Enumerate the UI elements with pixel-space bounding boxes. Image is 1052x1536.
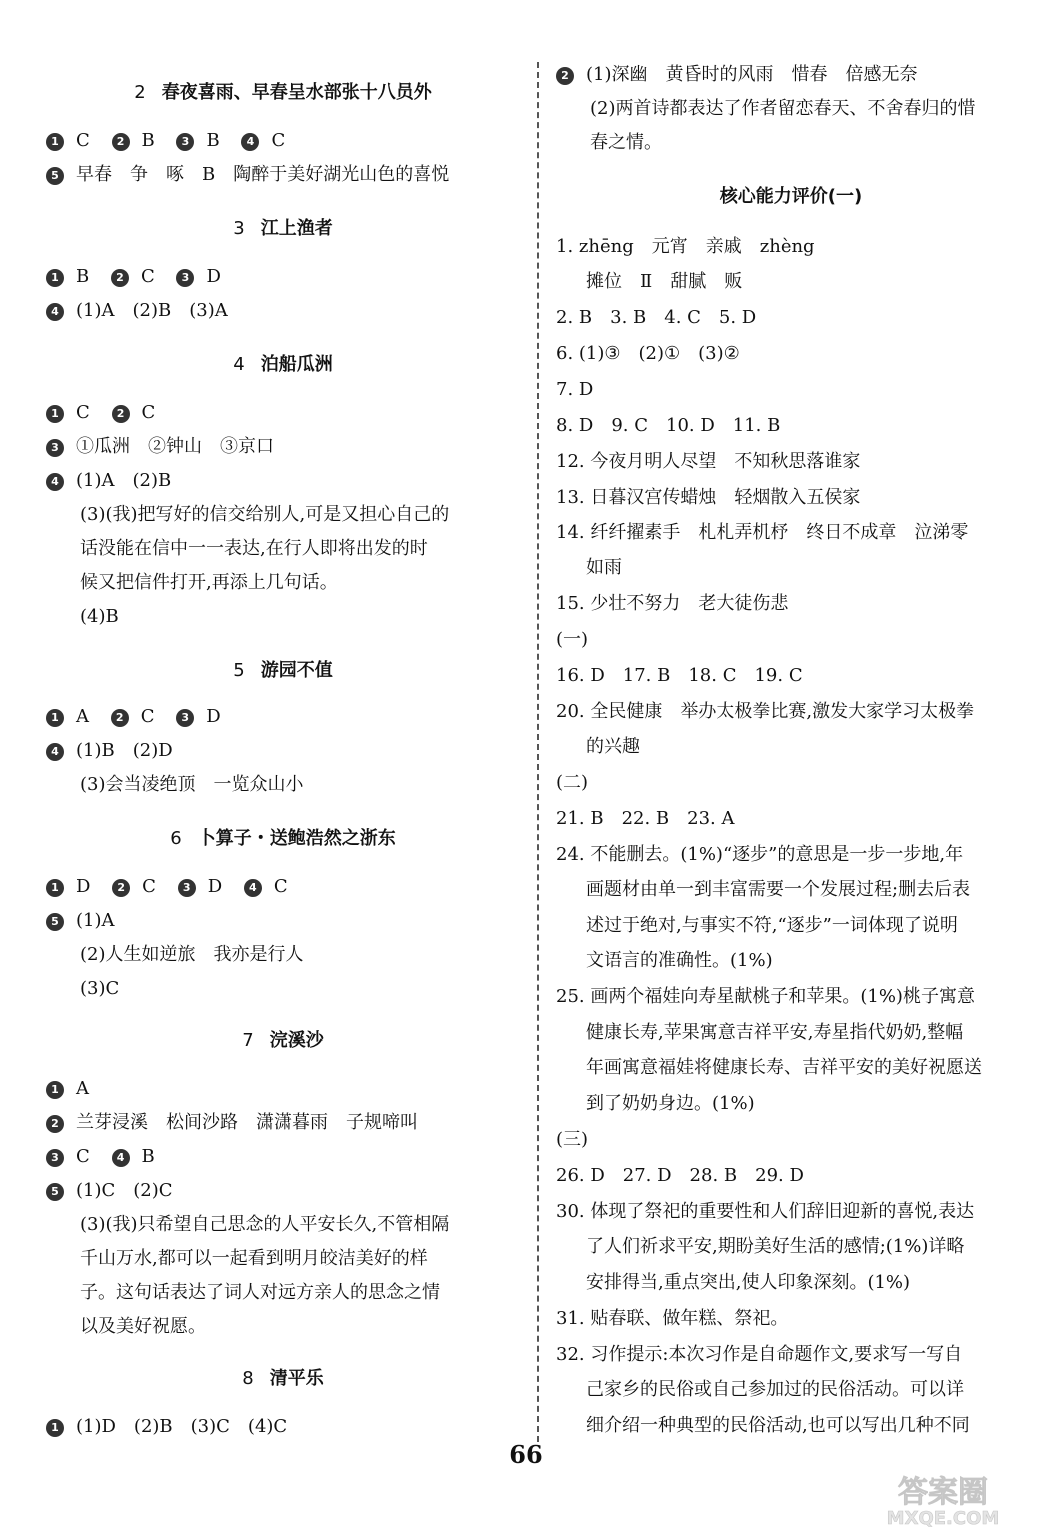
answer-text: 8. D 9. C 10. D 11. B	[556, 415, 781, 436]
answer-text: 候又把信件打开,再添上几句话。	[80, 572, 338, 593]
answer-text: 了人们祈求平安,期盼美好生活的感情;(1%)详略	[586, 1236, 965, 1257]
answer-line: 3 ①瓜洲 ②钟山 ③京口	[46, 434, 274, 460]
answer-text: 6. (1)③ (2)① (3)②	[556, 343, 740, 364]
answer-line: 5 早春 争 啄 B 陶醉于美好湖光山色的喜悦	[46, 162, 449, 188]
answer-text: 7. D	[556, 379, 594, 400]
watermark-logo	[858, 1470, 1028, 1528]
answer-text: 12. 今夜月明人尽望 不知秋思落谁家	[556, 451, 861, 472]
answer-text: 安排得当,重点突出,使人印象深刻。(1%)	[586, 1272, 911, 1293]
answer-text: 如雨	[586, 557, 622, 578]
answer-text: 年画寓意福娃将健康长寿、吉祥平安的美好祝愿送	[586, 1057, 982, 1078]
question-number-badge: 4	[46, 743, 64, 761]
answer-line: 1 A	[46, 1076, 89, 1102]
answer-line: 4 (1)A (2)B (3)A	[46, 298, 228, 324]
answer-text: 2. B 3. B 4. C 5. D	[556, 307, 757, 328]
answer-line: 4 (1)A (2)B	[46, 468, 171, 494]
question-number-badge: 2	[112, 405, 130, 423]
answer-line: 1 A 2 C 3 D	[46, 704, 221, 730]
question-number-badge: 4	[46, 303, 64, 321]
subsection-label: (二)	[556, 772, 589, 793]
answer-text: 14. 纤纤擢素手 札札弄机杼 终日不成章 泣涕零	[556, 522, 969, 543]
answer-text: 31. 贴春联、做年糕、祭祀。	[556, 1308, 789, 1329]
question-number-badge: 1	[46, 405, 64, 423]
svg-text:MXQE.COM: MXQE.COM	[886, 1508, 1000, 1528]
question-number-badge: 3	[176, 133, 194, 151]
answer-line: 1 C 2 B 3 B 4 C	[46, 128, 285, 154]
answer-text: (4)B	[80, 606, 119, 627]
question-number-badge: 1	[46, 1419, 64, 1437]
question-number-badge: 5	[46, 167, 64, 185]
evaluation-heading: 核心能力评价(一)	[719, 186, 863, 207]
question-number-badge: 2	[112, 133, 130, 151]
question-number-badge: 3	[46, 1149, 64, 1167]
answer-text: 15. 少壮不努力 老大徒伤悲	[556, 593, 789, 614]
answer-text: 子。这句话表达了词人对远方亲人的思念之情	[80, 1282, 440, 1303]
column-divider	[537, 62, 539, 1442]
answer-text: 文语言的准确性。(1%)	[586, 950, 773, 971]
answer-line: 2 兰芽浸溪 松间沙路 潇潇暮雨 子规啼叫	[46, 1110, 418, 1136]
section-heading-6: 6 卜算子・送鲍浩然之浙东	[170, 828, 396, 849]
answer-text: 16. D 17. B 18. C 19. C	[556, 665, 803, 686]
answer-text: (3)C	[80, 978, 120, 999]
question-number-badge: 1	[46, 879, 64, 897]
question-number-badge: 3	[176, 269, 194, 287]
answer-text: (2)两首诗都表达了作者留恋春天、不舍春归的惜	[590, 98, 976, 119]
section-heading-4: 4 泊船瓜洲	[233, 354, 333, 375]
answer-text: 21. B 22. B 23. A	[556, 808, 735, 829]
answer-line: 1 D 2 C 3 D 4 C	[46, 874, 288, 900]
question-number-badge: 4	[241, 133, 259, 151]
question-number-badge: 2	[112, 879, 130, 897]
page-number: 66	[509, 1440, 543, 1469]
question-number-badge: 4	[46, 473, 64, 491]
section-heading-5: 5 游园不值	[233, 660, 333, 681]
answer-text: 1. zhēng 元宵 亲戚 zhèng	[556, 236, 815, 257]
answer-line: 1 (1)D (2)B (3)C (4)C	[46, 1414, 287, 1440]
answer-text: 24. 不能删去。(1%)“逐步”的意思是一步一步地,年	[556, 844, 964, 865]
question-number-badge: 2	[46, 1115, 64, 1133]
question-number-badge: 1	[46, 133, 64, 151]
answer-line: 3 C 4 B	[46, 1144, 155, 1170]
answer-text: (3)(我)把写好的信交给别人,可是又担心自己的	[80, 504, 450, 525]
answer-text: 画题材由单一到丰富需要一个发展过程;删去后表	[586, 879, 971, 900]
question-number-badge: 5	[46, 913, 64, 931]
subsection-label: (一)	[556, 629, 589, 650]
question-number-badge: 3	[178, 879, 196, 897]
answer-text: 的兴趣	[586, 736, 640, 757]
section-heading-7: 7 浣溪沙	[242, 1030, 324, 1051]
answer-text: 健康长寿,苹果寓意吉祥平安,寿星指代奶奶,整幅	[586, 1022, 964, 1043]
question-number-badge: 3	[46, 439, 64, 457]
question-number-badge: 2	[111, 709, 129, 727]
svg-text:答案圈: 答案圈	[898, 1475, 988, 1510]
answer-text: 25. 画两个福娃向寿星献桃子和苹果。(1%)桃子寓意	[556, 986, 975, 1007]
question-number-badge: 1	[46, 709, 64, 727]
answer-line: 1 B 2 C 3 D	[46, 264, 221, 290]
question-number-badge: 1	[46, 1081, 64, 1099]
question-number-badge: 1	[46, 269, 64, 287]
question-number-badge: 5	[46, 1183, 64, 1201]
answer-text: 述过于绝对,与事实不符,“逐步”一词体现了说明	[586, 915, 958, 936]
answer-text: 32. 习作提示:本次习作是自命题作文,要求写一写自	[556, 1344, 963, 1365]
answer-text: (2)人生如逆旅 我亦是行人	[80, 944, 304, 965]
question-number-badge: 2	[111, 269, 129, 287]
answer-line: 5 (1)C (2)C	[46, 1178, 173, 1204]
answer-text: 13. 日暮汉宫传蜡烛 轻烟散入五侯家	[556, 487, 861, 508]
answer-text: 26. D 27. D 28. B 29. D	[556, 1165, 804, 1186]
answer-text: 到了奶奶身边。(1%)	[586, 1093, 755, 1114]
answer-text: 千山万水,都可以一起看到明月皎洁美好的样	[80, 1248, 428, 1269]
answer-text: 20. 全民健康 举办太极拳比赛,激发大家学习太极拳	[556, 701, 975, 722]
section-heading-2: 2 春夜喜雨、早春呈水部张十八员外	[134, 82, 432, 103]
answer-line: 2 (1)深幽 黄昏时的风雨 惜春 倍感无奈	[556, 62, 918, 88]
answer-text: 摊位 Ⅱ 甜腻 贩	[586, 271, 743, 292]
question-number-badge: 3	[176, 709, 194, 727]
answer-text: 话没能在信中一一表达,在行人即将出发的时	[80, 538, 428, 559]
question-number-badge: 2	[556, 67, 574, 85]
answer-text: 春之情。	[590, 132, 662, 153]
answer-line: 5 (1)A	[46, 908, 115, 934]
answer-text: (3)(我)只希望自己思念的人平安长久,不管相隔	[80, 1214, 450, 1235]
question-number-badge: 4	[244, 879, 262, 897]
answer-text: 己家乡的民俗或自己参加过的民俗活动。可以详	[586, 1379, 964, 1400]
subsection-label: (三)	[556, 1129, 589, 1150]
answer-line: 1 C 2 C	[46, 400, 155, 426]
section-heading-3: 3 江上渔者	[233, 218, 333, 239]
answer-line: 4 (1)B (2)D	[46, 738, 173, 764]
answer-text: 以及美好祝愿。	[80, 1316, 206, 1337]
answer-text: 30. 体现了祭祀的重要性和人们辞旧迎新的喜悦,表达	[556, 1201, 975, 1222]
answer-text: 细介绍一种典型的民俗活动,也可以写出几种不同	[586, 1415, 970, 1436]
answer-text: (3)会当凌绝顶 一览众山小	[80, 774, 304, 795]
question-number-badge: 4	[112, 1149, 130, 1167]
section-heading-8: 8 清平乐	[242, 1368, 324, 1389]
